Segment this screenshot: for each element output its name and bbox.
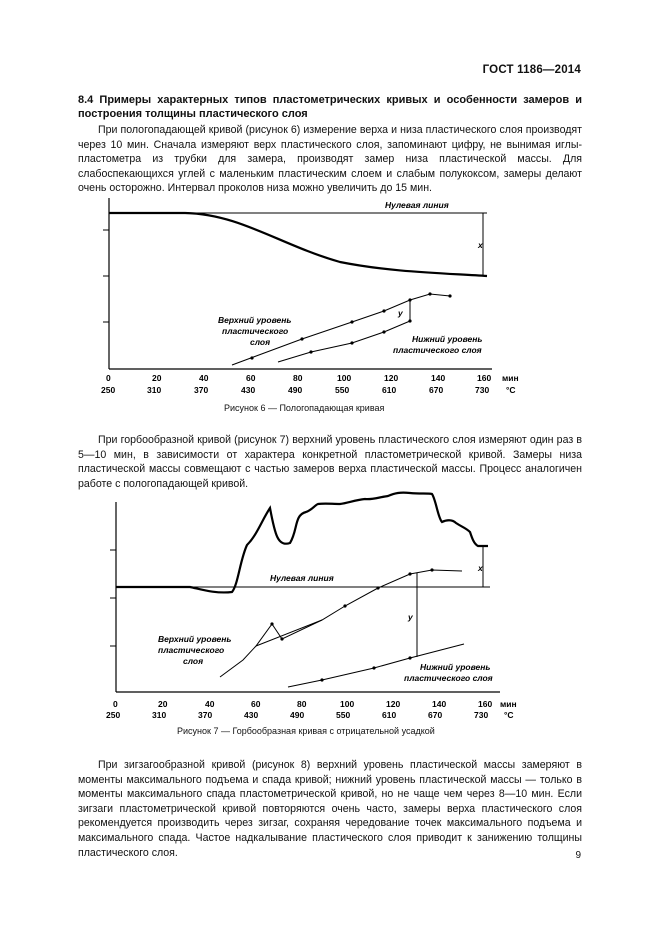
fig6-upper-label-2: пластического: [222, 326, 289, 336]
fig7-dim-x-label: x: [478, 563, 483, 573]
tick-label: 120: [386, 699, 401, 709]
data-point: [382, 330, 385, 333]
data-point: [350, 341, 353, 344]
paragraph-2: При горбообразной кривой (рисунок 7) верхний уровень пластического слоя измеряют один раз в 5—10 мин, в зависимости от характера конкретной пластометрической кривой. Замеры низа пластической массы совмещают с частью замеров верха пластической массы. Процесс аналогичен работе с пологопадающей кривой.: [78, 434, 582, 490]
tick-label: 250: [101, 385, 116, 395]
tick-label: 0: [113, 699, 118, 709]
data-point: [408, 656, 411, 659]
section-title: 8.4 Примеры характерных типов пластометрических кривых и особенности замеров и построения толщины пластического слоя: [78, 94, 582, 120]
tick-label: 60: [251, 699, 261, 709]
fig7-points: [270, 568, 433, 681]
tick-label: 120: [384, 373, 399, 383]
fig7-lower-label-2: пластического слоя: [404, 673, 493, 683]
fig6-dim-x-label: x: [478, 240, 483, 250]
tick-label: 160: [477, 373, 492, 383]
tick-label: 310: [147, 385, 162, 395]
fig6-upper-label-1: Верхний уровень: [218, 315, 292, 325]
data-point: [350, 320, 353, 323]
tick-label: 100: [340, 699, 355, 709]
unit-temperature: °C: [504, 710, 514, 720]
data-point: [280, 637, 283, 640]
tick-label: 310: [152, 710, 167, 720]
fig6-lower-level-line: [278, 321, 410, 362]
tick-label: 20: [158, 699, 168, 709]
tick-label: 0: [106, 373, 111, 383]
fig6-dim-y-label: y: [398, 308, 403, 318]
tick-label: 430: [241, 385, 256, 395]
figure-6-caption: Рисунок 6 — Пологопадающая кривая: [224, 403, 385, 413]
fig7-lower-label-1: Нижний уровень: [420, 662, 491, 672]
unit-minutes: мин: [500, 699, 517, 709]
tick-label: 60: [246, 373, 256, 383]
tick-label: 550: [336, 710, 351, 720]
tick-label: 730: [475, 385, 490, 395]
fig6-lower-label-1: Нижний уровень: [412, 334, 483, 344]
tick-label: 370: [198, 710, 213, 720]
data-point: [300, 337, 303, 340]
data-point: [376, 586, 379, 589]
tick-label: 40: [199, 373, 209, 383]
tick-label: 100: [337, 373, 352, 383]
unit-minutes: мин: [502, 373, 519, 383]
paragraph-3: При зигзагообразной кривой (рисунок 8) верхний уровень пластической массы замеряют в моменты максимального подъема и спада кривой; нижний уровень пластической массы — только в моменты максимального спада пластометрической кривой, но не чаще чем через 8—10 мин. Если зигзаги пластометрической кривой повторяются очень часто, замеры верха пластического слоя рекомендуется производить через зигзаг, сохраняя чередование точек максимального подъема и максимального спада. Частое надкалывание пластического слоя приводит к занижению толщины пластического слоя.: [78, 759, 582, 859]
fig7-upper-label-2: пластического: [158, 645, 225, 655]
fig7-axis-labels: [106, 699, 517, 720]
data-point: [309, 350, 312, 353]
fig6-plasto-curve: [109, 213, 487, 276]
paragraph-1: При пологопадающей кривой (рисунок 6) измерение верха и низа пластического слоя производят через 10 мин. Сначала измеряют верх пластического слоя, запоминают цифру, не вынимая иглы-пластометра из трубки для замера, производят замер низа пластической массы. Для слабоспекающихся углей с маленьким пластическим слоем и слабым полукоксом, замеры делают очень осторожно. Интервал проколов низа можно увеличить до 15 мин.: [78, 124, 582, 195]
data-point: [343, 604, 346, 607]
data-point: [408, 319, 411, 322]
tick-label: 370: [194, 385, 209, 395]
tick-label: 40: [205, 699, 215, 709]
tick-label: 610: [382, 385, 397, 395]
data-point: [320, 678, 323, 681]
fig6-axis-labels: [101, 373, 519, 395]
fig7-dim-y-label: y: [408, 612, 413, 622]
tick-label: 610: [382, 710, 397, 720]
tick-label: 20: [152, 373, 162, 383]
tick-label: 140: [432, 699, 447, 709]
data-point: [448, 294, 451, 297]
data-point: [270, 622, 273, 625]
data-point: [428, 292, 431, 295]
tick-label: 160: [478, 699, 493, 709]
fig6-upper-label-3: слоя: [250, 337, 271, 347]
tick-label: 430: [244, 710, 259, 720]
data-point: [382, 309, 385, 312]
data-point: [408, 572, 411, 575]
data-point: [408, 298, 411, 301]
fig6-zero-line-label: Нулевая линия: [385, 200, 449, 210]
tick-label: 140: [431, 373, 446, 383]
tick-label: 250: [106, 710, 121, 720]
fig7-zero-line-label: Нулевая линия: [270, 573, 334, 583]
tick-label: 670: [429, 385, 444, 395]
fig7-upper-label-1: Верхний уровень: [158, 634, 232, 644]
standard-header: ГОСТ 1186—2014: [482, 64, 581, 76]
unit-temperature: °C: [506, 385, 516, 395]
data-point: [372, 666, 375, 669]
data-point: [430, 568, 433, 571]
tick-label: 550: [335, 385, 350, 395]
tick-label: 80: [297, 699, 307, 709]
tick-label: 730: [474, 710, 489, 720]
fig7-upper-label-3: слоя: [183, 656, 204, 666]
tick-label: 490: [288, 385, 303, 395]
page-number: 9: [575, 850, 581, 861]
tick-label: 80: [293, 373, 303, 383]
data-point: [250, 356, 253, 359]
tick-label: 670: [428, 710, 443, 720]
tick-label: 490: [290, 710, 305, 720]
fig7-upper-level-line: [220, 570, 462, 677]
fig6-lower-label-2: пластического слоя: [393, 345, 482, 355]
figure-7-caption: Рисунок 7 — Горбообразная кривая с отрицательной усадкой: [177, 726, 435, 736]
